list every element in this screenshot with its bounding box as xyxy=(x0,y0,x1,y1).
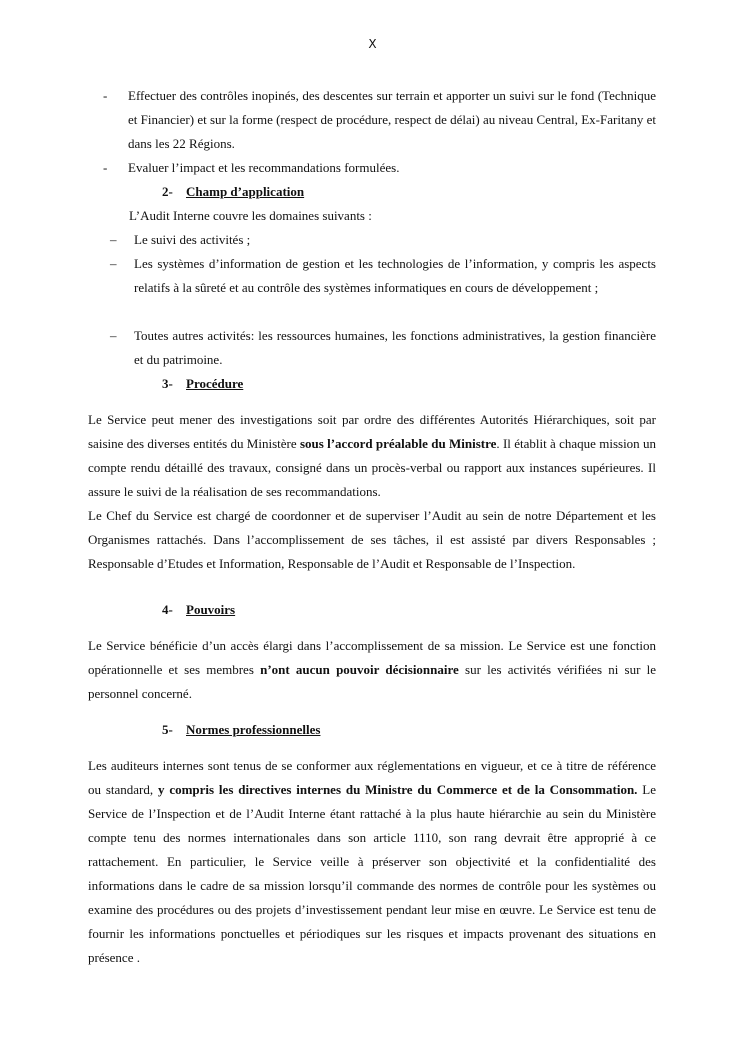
section-heading-normes xyxy=(162,718,320,742)
text-run: sur les activités vérifiées ni sur le personnel concerné. xyxy=(88,662,656,701)
bold-text: n’ont aucun pouvoir décisionnaire xyxy=(260,662,459,677)
section-heading-pouvoirs xyxy=(162,598,235,622)
list-item xyxy=(110,228,656,252)
section-number: 3- xyxy=(162,376,173,391)
section-number: 4- xyxy=(162,602,173,617)
list-marker: – xyxy=(110,256,117,271)
procedure-paragraph-1 xyxy=(88,408,656,504)
objectives-list xyxy=(100,84,656,180)
procedure-paragraph-2: Le Chef du Service est chargé de coordonner et de superviser l’Audit au sein de notre Département et les Organismes rattachés. Dans l’accomplissement de ses tâches, il est assisté par divers Responsables ; Responsable d’Etudes et Information, Responsable de l’Audit et Responsable de l’Inspection. xyxy=(88,508,656,571)
list-item-text: Les systèmes d’information de gestion et les technologies de l’information, y compris les aspects relatifs à la sûreté et au contrôle des systèmes informatiques en cours de développement ; xyxy=(134,256,656,295)
section-title: Normes professionnelles xyxy=(186,722,321,737)
list-item xyxy=(110,252,656,324)
list-marker: - xyxy=(103,88,108,103)
section-number: 2- xyxy=(162,184,173,199)
domains-list xyxy=(110,228,656,372)
list-item-text: Evaluer l’impact et les recommandations formulées. xyxy=(128,160,400,175)
list-item-text: Le suivi des activités ; xyxy=(134,232,251,247)
bold-text: y compris les directives internes du Ministre du Commerce et de la Consommation. xyxy=(157,782,638,797)
list-marker: – xyxy=(110,232,117,247)
section-number: 5- xyxy=(162,722,173,737)
pouvoirs-paragraph xyxy=(88,634,656,706)
list-marker: - xyxy=(103,160,108,175)
section-title: Champ d’application xyxy=(186,184,305,199)
text-run: Les auditeurs internes sont tenus de se conformer aux réglementations en vigueur, et ce à titre de référence ou standard, xyxy=(88,758,656,797)
page-number: X xyxy=(368,37,377,51)
normes-paragraph xyxy=(88,754,656,970)
text-run: Le Service bénéficie d’un accès élargi dans l’accomplissement de sa mission. Le Service est une fonction opérationnelle et ses membres xyxy=(88,638,656,677)
text-run: . Il établit à chaque mission un compte rendu détaillé des travaux, consigné dans un procès-verbal ou rapport aux instances supérieures. Il assure le suivi de la réalisation de ses recommandations. xyxy=(88,436,656,499)
section-title: Procédure xyxy=(186,376,244,391)
list-item-text: Toutes autres activités: les ressources humaines, les fonctions administratives, la gestion financière et du patrimoine. xyxy=(134,328,656,367)
list-item-text: Effectuer des contrôles inopinés, des descentes sur terrain et apporter un suivi sur le fond (Technique et Financier) et sur la forme (respect de procédure, respect de délai) au niveau Central, Ex-Faritany et dans les 22 Régions. xyxy=(128,88,656,151)
list-marker: – xyxy=(110,328,117,343)
list-item xyxy=(100,84,656,156)
text-run: Le Service peut mener des investigations soit par ordre des différentes Autorités Hiérarchiques, soit par saisine des diverses entités du Ministère xyxy=(88,412,656,451)
list-item xyxy=(100,156,656,180)
section-heading-procedure xyxy=(162,372,243,396)
text-run: Le Service de l’Inspection et de l’Audit Interne étant rattaché à la plus haute hiérarchie au sein du Ministère compte tenu des normes internationales dans son article 1110, son rang devrait être approprié à ce rattachement. En particulier, le Service veille à préserver son objectivité et la confidentialité des informations dans le cadre de sa mission lorsqu’il commande des normes de contrôle pour les systèmes ou examine des procédures ou des projets d’investissement pendant leur mise en œuvre. Le Service est tenu de fournir les informations ponctuelles et périodiques sur les risques et impacts provenant des situations en présence . xyxy=(88,782,656,965)
audit-intro: L’Audit Interne couvre les domaines suivants : xyxy=(129,208,372,223)
section-title: Pouvoirs xyxy=(186,602,236,617)
bold-text: sous l’accord préalable du Ministre xyxy=(299,436,497,451)
section-heading-champ xyxy=(162,180,304,204)
list-item xyxy=(110,324,656,372)
